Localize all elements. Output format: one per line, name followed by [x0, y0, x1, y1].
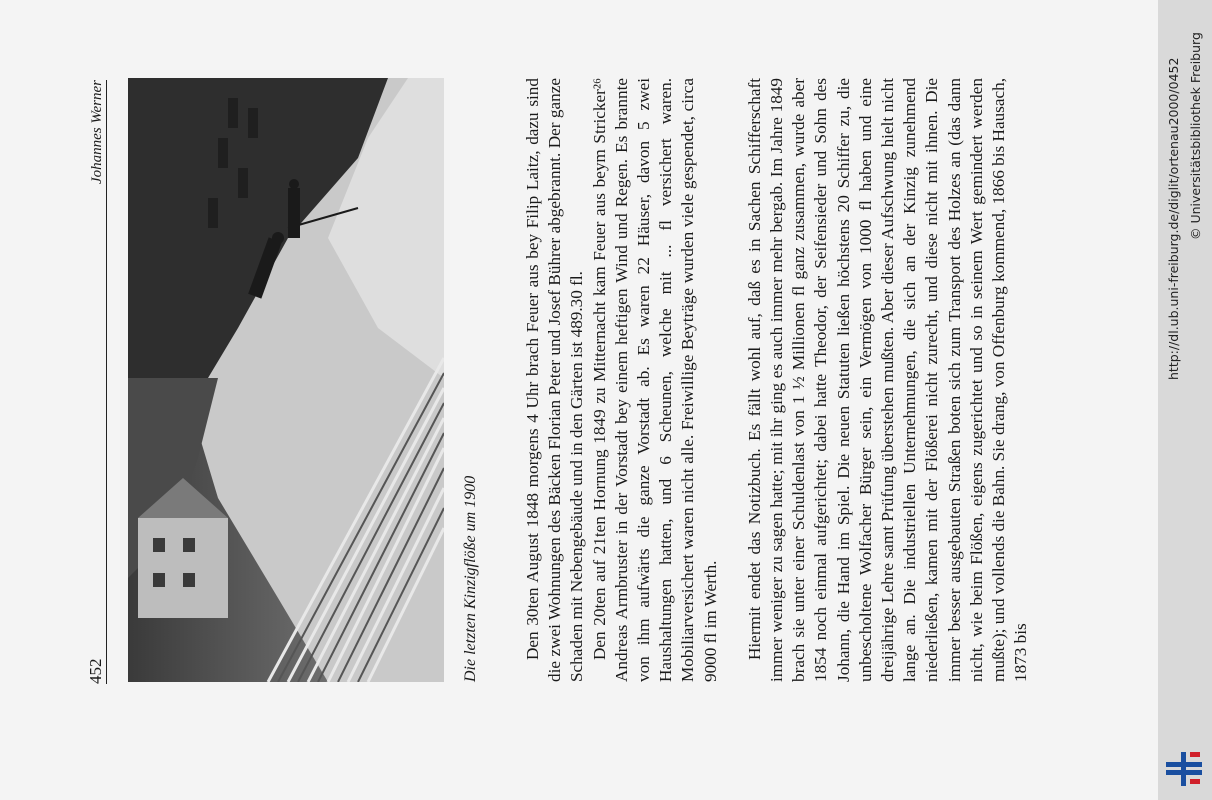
historic-photo-raft	[128, 78, 444, 682]
figure-caption: Die letzten Kinzigflöße um 1900	[462, 475, 479, 682]
body-text	[522, 78, 1082, 682]
university-library-logo-icon	[1164, 748, 1204, 788]
paragraph-1: Den 30ten August 1848 morgens 4 Uhr brach Feuer aus bey Filip Laitz, dazu sind die zwei Wohnungen des Bäcken Florian Peter und Josef Bührer abgebrannt. Der ganze Schaden mit Nebengebäude und in den Gärten ist 489.30 fl.	[523, 78, 587, 682]
copyright-notice: © Universitätsbibliothek Freiburg	[1188, 32, 1203, 240]
page-number: 452	[86, 658, 105, 684]
running-header	[84, 80, 107, 684]
paragraph-3: Hiermit endet das Notizbuch. Es fällt wohl auf, daß es in Sachen Schifferschaft immer weniger zu sagen hatte; mit ihr ging es auch immer mehr bergab. Im Jahre 1849 brach sie unter einer Schuldenlast von 1 ½ Millionen fl ganz zusammen, wurde aber 1854 noch einmal aufgerichtet; dabei hatte Theodor, der Seifensieder und Sohn des Johann, die Hand im Spiel. Die neuen Statuten ließen höchstens 20 Schiffer zu, die unbescholtene Wolfacher Bürger sein, ein Vermögen von 1000 fl haben und eine dreijährige Lehre samt Prüfung überstehen mußten. Aber dieser Aufschwung hielt nicht lange an. Die industriellen Unternehmungen, die sich an der Kinzig zunehmend niederließen, kamen mit der Flößerei nicht zurecht, und diese nicht mit ihnen. Die immer besser ausgebauten Straßen boten sich zum Transport des Holzes an (das dann nicht, wie beim Flößen, eigens zugerichtet und so in seinem Wert gemindert werden mußte); und vollends die Bahn. Sie drang, von Offenburg kommend, 1866 bis Hausach, 1873 bis	[744, 78, 1031, 682]
source-url-link[interactable]: http://dl.ub.uni-freiburg.de/diglit/ortenau2000/0452	[1166, 57, 1181, 380]
running-author: Johannes Werner	[89, 80, 105, 185]
paragraph-2: Den 20ten auf 21ten Hornung 1849 zu Mitternacht kam Feuer aus beym Stricker²⁶ Andreas Armbruster in der Vorstadt bey einem heftigen Wind und Regen. Es brannte von ihm aufwärts die ganze Vorstadt ab. Es waren 22 Häuser, davon 5 zwei Haushaltungen hatten, und 6 Scheunen, welche mit ... fl versichert waren. Mobiliarversichert waren nicht alle. Freiwillige Beyträge wurden viele gespendet, circa 9000 fl im Werth.	[589, 78, 720, 682]
